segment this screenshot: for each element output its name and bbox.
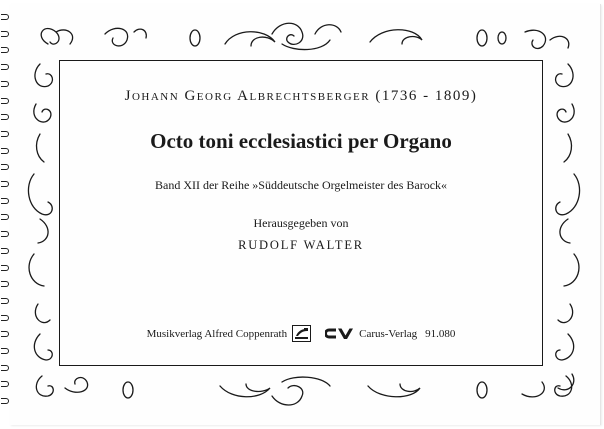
binding-ring <box>1 265 9 271</box>
binding-ring <box>1 281 9 287</box>
publisher-left: Musikverlag Alfred Coppenrath <box>146 327 288 340</box>
binding-ring <box>1 198 9 204</box>
title-frame <box>59 60 543 366</box>
editor-name: RUDOLF WALTER <box>238 238 364 252</box>
binding-ring <box>1 248 9 254</box>
page-title: Octo toni ecclesiastici per Organo <box>150 129 452 153</box>
publisher-line <box>60 325 542 342</box>
binding-ring <box>1 331 9 337</box>
carus-cv-logo-icon <box>325 327 355 340</box>
binding-ring <box>1 315 9 321</box>
binding-ring <box>1 365 9 371</box>
binding-ring <box>1 298 9 304</box>
binding-ring <box>1 114 9 120</box>
binding-ring <box>1 31 9 37</box>
composer-line: Johann Georg Albrechtsberger (1736 - 1809) <box>124 88 478 104</box>
binding-ring <box>1 181 9 187</box>
publisher-right: Carus-Verlag <box>359 327 418 340</box>
series-line: Band XII der Reihe »Süddeutsche Orgelmeister des Barock« <box>154 178 448 192</box>
binding-ring <box>1 231 9 237</box>
binding-ring <box>1 148 9 154</box>
binding-ring <box>1 381 9 387</box>
binding-ring <box>1 64 9 70</box>
editor-label: Herausgegeben von <box>253 216 349 230</box>
binding-ring <box>1 131 9 137</box>
spiral-binding-icon <box>0 14 10 414</box>
binding-ring <box>1 81 9 87</box>
binding-ring <box>1 214 9 220</box>
coppenrath-logo-icon <box>292 325 311 342</box>
binding-ring <box>1 98 9 104</box>
binding-ring <box>1 47 9 53</box>
binding-ring <box>1 348 9 354</box>
binding-ring <box>1 14 9 20</box>
binding-ring <box>1 398 9 404</box>
binding-ring <box>1 164 9 170</box>
catalog-number: 91.080 <box>425 327 456 340</box>
